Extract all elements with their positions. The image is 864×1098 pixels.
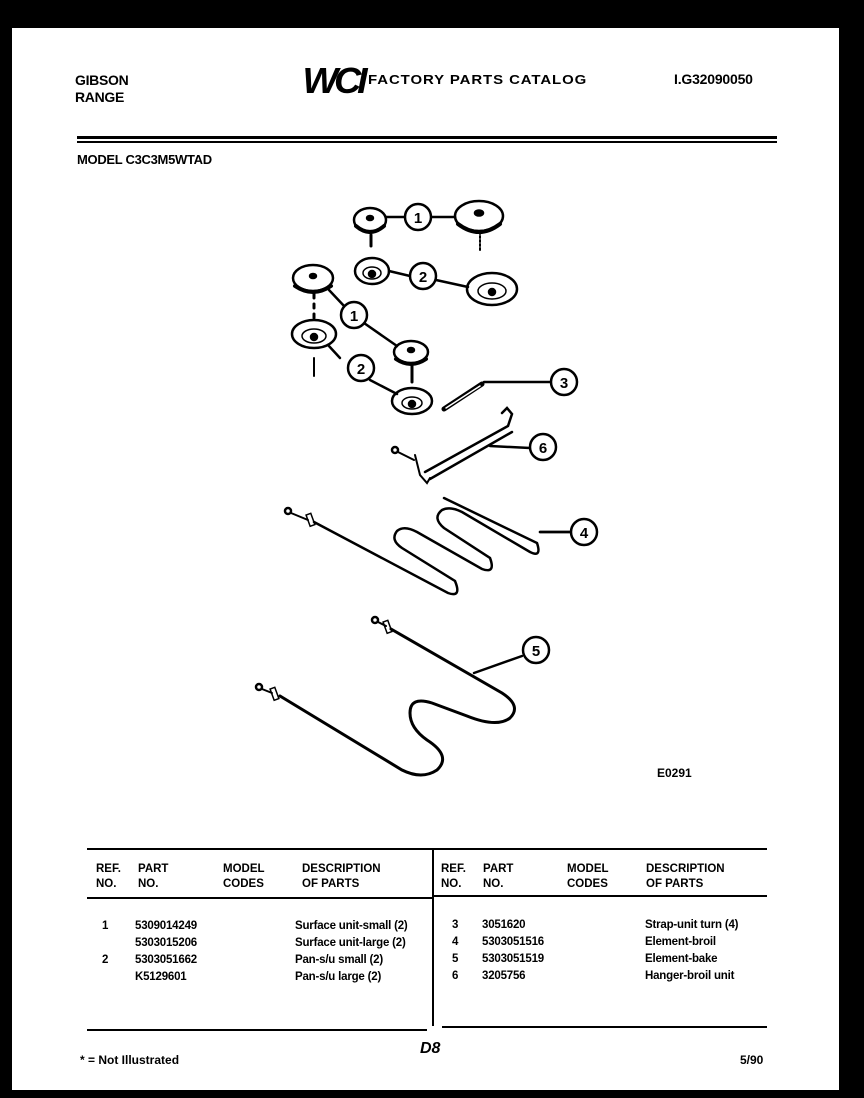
drip-pan-small-left-icon [392,388,432,414]
col-description: DESCRIPTION OF PARTS [302,863,381,890]
col-part-no-right: PART NO. [483,863,514,890]
brand-name: GIBSON [75,72,129,88]
svg-text:6: 6 [538,440,548,457]
table-header-rule-right [434,895,767,897]
product-type: RANGE [75,89,125,105]
col-ref-no: REF. NO. [96,863,121,890]
broil-element-icon [285,498,538,594]
footer-rule-right [442,1026,767,1028]
col-model-codes: MODEL CODES [223,863,265,890]
table-row-part: 5303051662 [135,954,197,966]
surface-unit-small-icon [354,208,386,246]
page-code: D8 [420,1040,441,1057]
surface-unit-large-left-icon [293,265,333,318]
table-row-part: 3051620 [482,919,526,931]
svg-text:1: 1 [413,210,423,227]
svg-text:1: 1 [349,308,359,325]
drip-pan-large-icon [467,273,517,305]
table-row-desc: Element-broil [645,936,716,948]
col-model-codes-right: MODEL CODES [567,863,609,890]
part-column-right [482,917,544,985]
model-number: MODEL C3C3M5WTAD [77,152,212,167]
table-row-ref: 3 [452,919,459,931]
catalog-title: FACTORY PARTS CATALOG [368,72,588,87]
wci-logo: WCI [302,60,364,101]
catalog-number: I.G32090050 [674,71,753,87]
svg-text:2: 2 [418,269,428,286]
ref-column-right [452,917,458,985]
table-row-ref [102,969,108,986]
desc-column-right [645,917,738,985]
table-row-part: 5309014249 [135,920,197,932]
col-part-no: PART NO. [138,863,169,890]
svg-text:3: 3 [559,375,569,392]
drip-pan-small-icon [355,258,389,284]
table-row-ref: 5 [452,953,459,965]
table-row-part: 5303051516 [482,936,544,948]
not-illustrated-note: * = Not Illustrated [80,1053,180,1067]
table-header-rule [87,897,432,899]
bake-element-icon [256,617,515,775]
catalog-page [12,28,839,1090]
table-row-ref: 1 [102,920,109,932]
footer-rule-left [87,1029,427,1031]
desc-column [295,918,408,986]
table-row-desc: Pan-s/u large (2) [295,971,382,983]
exploded-parts-diagram [12,28,839,808]
surface-unit-small-left-icon [394,341,428,382]
part-column [135,918,197,986]
table-row-ref: 4 [452,936,459,948]
table-row-desc: Strap-unit turn (4) [645,919,739,931]
col-ref-no-right: REF. NO. [441,863,466,890]
table-row-part: 3205756 [482,970,526,982]
ref-column [102,918,108,986]
table-row-desc: Pan-s/u small (2) [295,954,383,966]
surface-unit-large-icon [455,201,503,250]
strap-icon [444,384,482,409]
col-description-right: DESCRIPTION OF PARTS [646,863,725,890]
svg-text:4: 4 [579,525,589,542]
table-row-desc: Surface unit-small (2) [295,920,408,932]
table-row-ref: 6 [452,970,459,982]
revision-date: 5/90 [740,1053,764,1067]
table-row-desc: Hanger-broil unit [645,970,735,982]
figure-id: E0291 [657,766,692,780]
table-row-desc: Element-bake [645,953,718,965]
table-row-part: 5303051519 [482,953,544,965]
table-row-part: 5303015206 [135,937,197,949]
table-row-part: K5129601 [135,971,187,983]
table-divider [432,848,434,1026]
svg-text:5: 5 [531,643,541,660]
table-top-rule [87,848,767,850]
table-row-ref [102,935,108,952]
table-row-desc: Surface unit-large (2) [295,937,406,949]
svg-text:2: 2 [356,361,366,378]
table-row-ref: 2 [102,954,109,966]
